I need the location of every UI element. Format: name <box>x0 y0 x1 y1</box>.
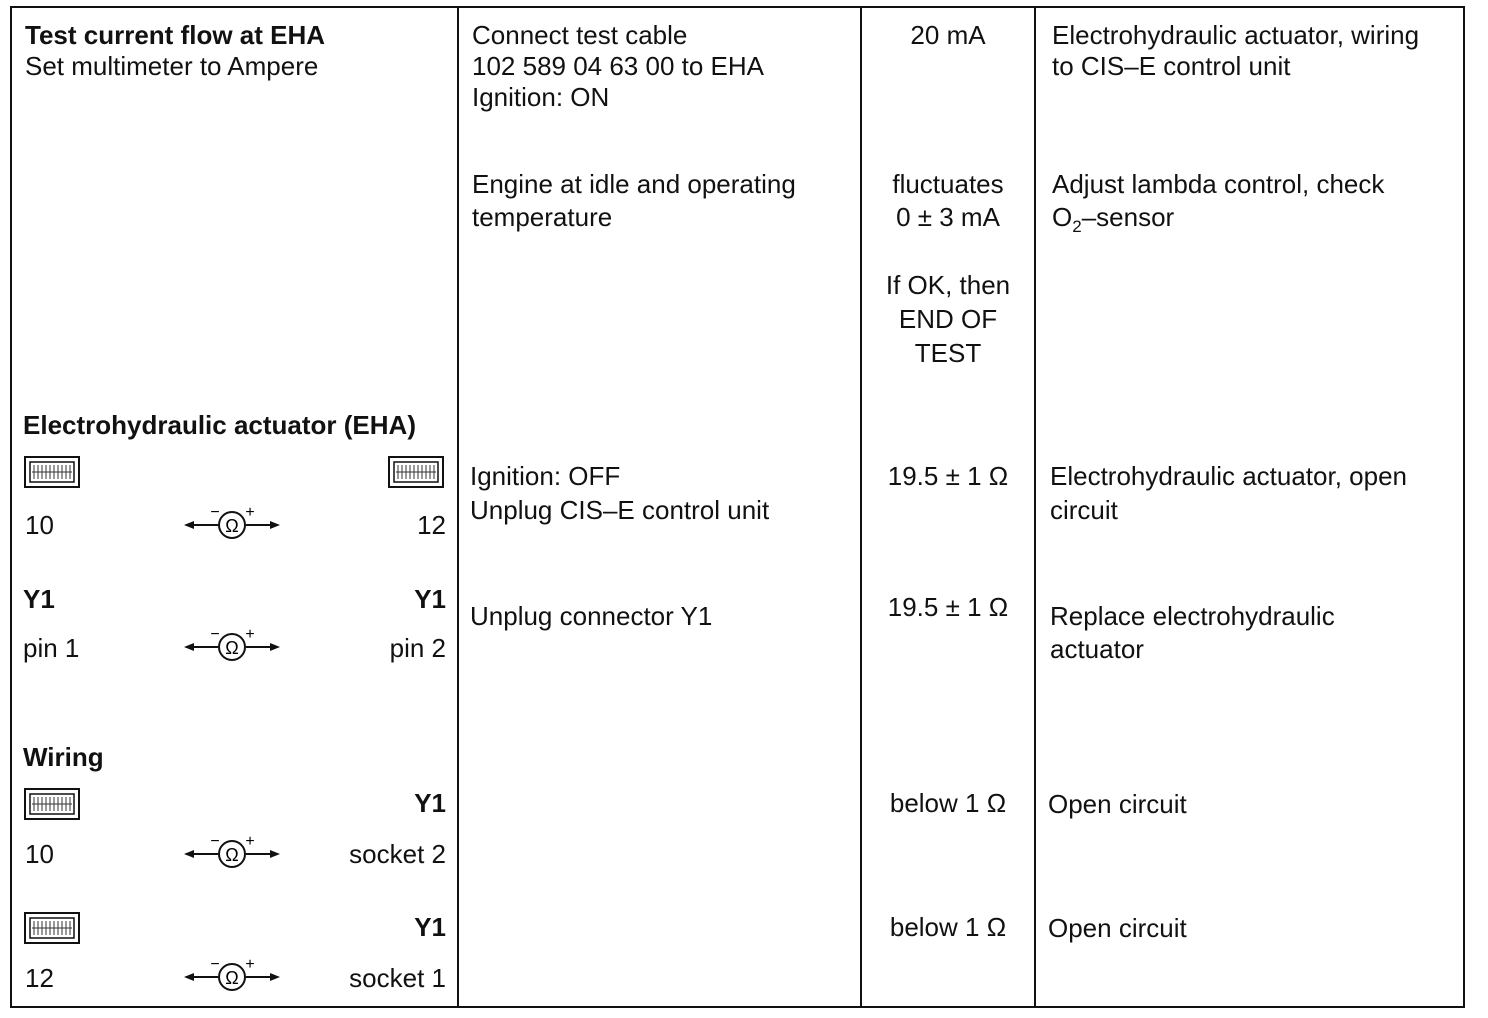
connector-block-icon <box>388 456 444 488</box>
nominal-ok-line1: If OK, then <box>885 270 1011 300</box>
remedy-r2-line2: $O_2$–sensor <box>1052 202 1175 237</box>
wiring-socket-1: socket 1 <box>349 963 446 993</box>
nominal-r2-line1: fluctuates <box>892 169 1004 199</box>
eha-pin-right: 12 <box>417 510 446 540</box>
cond-r1-line3: Ignition: ON <box>472 82 610 112</box>
remedy-r3-line1: Electrohydraulic actuator, open <box>1050 461 1407 491</box>
svg-text:Ω: Ω <box>225 516 239 536</box>
remedy-r1-line2: to CIS–E control unit <box>1052 51 1291 81</box>
remedy-r3-line2: circuit <box>1050 495 1118 525</box>
ohmmeter-icon <box>182 958 282 992</box>
cond-r4: Unplug connector Y1 <box>470 601 713 631</box>
svg-text:Ω: Ω <box>225 968 239 988</box>
connector-block-icon <box>24 912 80 944</box>
column-divider-1 <box>457 6 459 1008</box>
eha-pin-left: 10 <box>25 510 54 540</box>
test-title: Test current flow at EHA <box>25 20 326 50</box>
cond-r3-line2: Unplug CIS–E control unit <box>470 495 770 525</box>
y1-label-right: Y1 <box>414 584 446 614</box>
remedy-r4-line2: actuator <box>1050 634 1144 664</box>
remedy-r6: Open circuit <box>1048 913 1187 943</box>
cond-r1-line1: Connect test cable <box>472 20 688 50</box>
nominal-r1: 20 mA <box>910 20 986 50</box>
y1-pin1: pin 1 <box>23 633 80 663</box>
svg-text:+: + <box>245 506 255 521</box>
nominal-r4: 19.5 ± 1 Ω <box>887 592 1009 622</box>
column-divider-2 <box>860 6 862 1008</box>
ohmmeter-icon <box>182 506 282 540</box>
wiring-y1-label-2: Y1 <box>414 912 446 942</box>
svg-text:−: − <box>210 506 220 521</box>
wiring-y1-label: Y1 <box>414 788 446 818</box>
nominal-r3: 19.5 ± 1 Ω <box>887 461 1009 491</box>
y1-pin2: pin 2 <box>389 633 446 663</box>
svg-text:−: − <box>210 835 220 850</box>
cond-r2-line2: temperature <box>472 202 613 232</box>
ohmmeter-icon <box>182 628 282 662</box>
cond-r3-line1: Ignition: OFF <box>470 461 621 491</box>
svg-text:+: + <box>245 835 255 850</box>
svg-text:+: + <box>245 958 255 973</box>
wiring-socket-2: socket 2 <box>349 839 446 869</box>
ohmmeter-icon <box>182 835 282 869</box>
nominal-r5: below 1 Ω <box>889 788 1007 818</box>
wiring-heading: Wiring <box>23 742 104 772</box>
svg-text:Ω: Ω <box>225 638 239 658</box>
nominal-ok-line3: TEST <box>914 338 982 368</box>
wiring-pin-10: 10 <box>25 839 54 869</box>
cond-r2-line1: Engine at idle and operating <box>472 169 796 199</box>
svg-text:−: − <box>210 628 220 643</box>
svg-text:−: − <box>210 958 220 973</box>
cond-r1-line2: 102 589 04 63 00 to EHA <box>472 51 765 81</box>
remedy-r4-line1: Replace electrohydraulic <box>1050 601 1335 631</box>
wiring-pin-12: 12 <box>25 963 54 993</box>
svg-text:Ω: Ω <box>225 845 239 865</box>
eha-heading: Electrohydraulic actuator (EHA) <box>23 410 416 440</box>
nominal-ok-line2: END OF <box>898 304 998 334</box>
connector-block-icon <box>24 788 80 820</box>
remedy-r5: Open circuit <box>1048 789 1187 819</box>
remedy-r2-line1: Adjust lambda control, check <box>1052 169 1385 199</box>
svg-text:+: + <box>245 628 255 643</box>
column-divider-3 <box>1034 6 1036 1008</box>
remedy-r1-line1: Electrohydraulic actuator, wiring <box>1052 20 1420 50</box>
test-subtitle: Set multimeter to Ampere <box>25 51 319 81</box>
nominal-r2-line2: 0 ± 3 mA <box>896 202 1000 232</box>
nominal-r6: below 1 Ω <box>889 912 1007 942</box>
connector-block-icon <box>24 456 80 488</box>
y1-label-left: Y1 <box>23 584 55 614</box>
